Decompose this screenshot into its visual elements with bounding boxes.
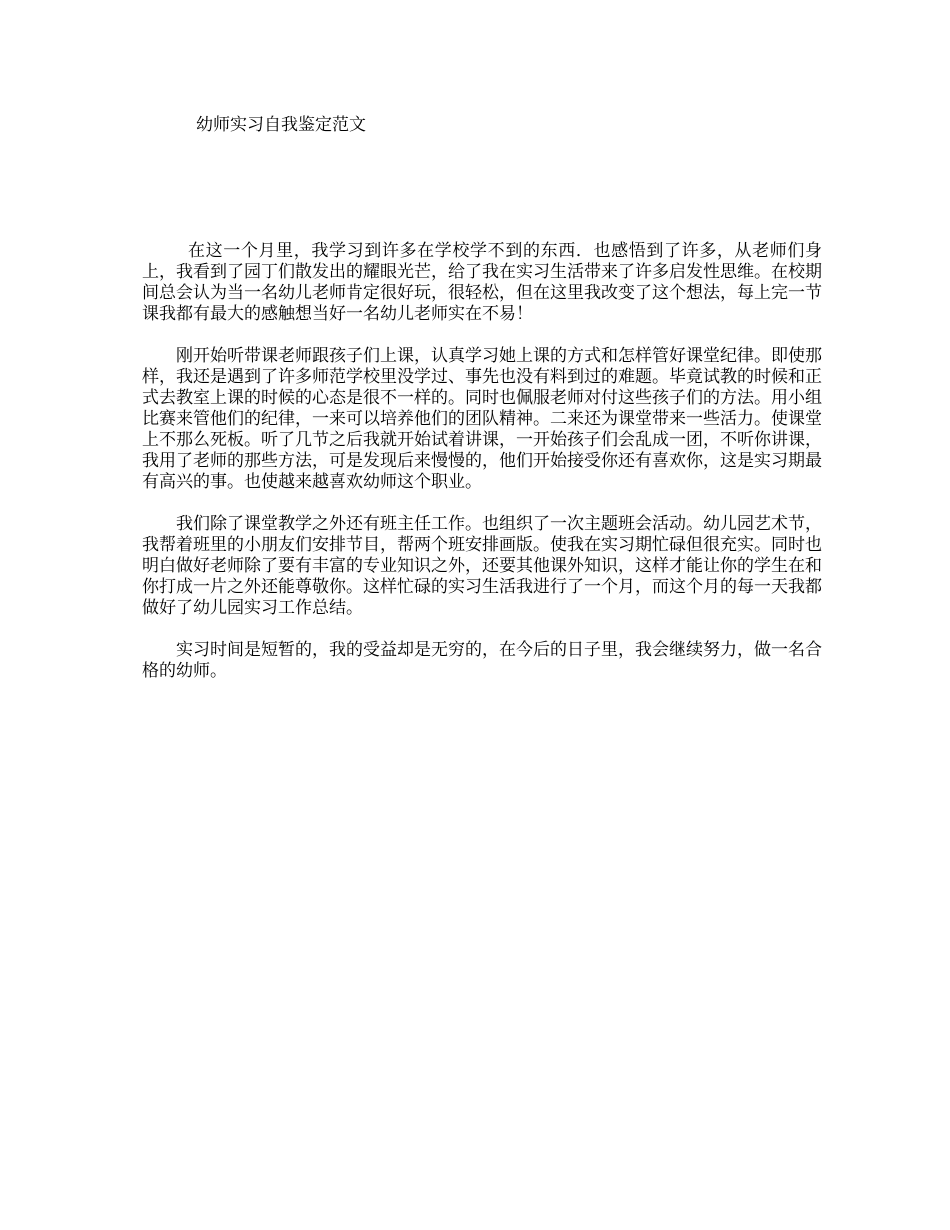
- document-title: 幼师实习自我鉴定范文: [196, 115, 366, 135]
- paragraph-1: 在这一个月里，我学习到许多在学校学不到的东西．也感悟到了许多，从老师们身上，我看到了园丁们散发出的耀眼光芒，给了我在实习生活带来了许多启发性思维。在校期间总会认为当一名幼儿老师肯定很好玩，很轻松，但在这里我改变了这个想法，每上完一节课我都有最大的感触想当好一名幼儿老师实在不易！: [142, 241, 822, 324]
- paragraph-3: 我们除了课堂教学之外还有班主任工作。也组织了一次主题班会活动。幼儿园艺术节，我帮着班里的小朋友们安排节目，帮两个班安排画版。使我在实习期忙碌但很充实。同时也明白做好老师除了要有丰富的专业知识之外，还要其他课外知识，这样才能让你的学生在和你打成一片之外还能尊敬你。这样忙碌的实习生活我进行了一个月，而这个月的每一天我都做好了幼儿园实习工作总结。: [142, 514, 822, 618]
- paragraph-4: 实习时间是短暂的，我的受益却是无穷的，在今后的日子里，我会继续努力，做一名合格的幼师。: [142, 640, 822, 681]
- document-body: [142, 241, 822, 703]
- paragraph-2: 刚开始听带课老师跟孩子们上课，认真学习她上课的方式和怎样管好课堂纪律。即使那样，我还是遇到了许多师范学校里没学过、事先也没有料到过的难题。毕竟试教的时候和正式去教室上课的时候的心态是很不一样的。同时也佩服老师对付这些孩子们的方法。用小组比赛来管他们的纪律，一来可以培养他们的团队精神。二来还为课堂带来一些活力。使课堂上不那么死板。听了几节之后我就开始试着讲课，一开始孩子们会乱成一团，不听你讲课，我用了老师的那些方法，可是发现后来慢慢的，他们开始接受你还有喜欢你，这是实习期最有高兴的事。也使越来越喜欢幼师这个职业。: [142, 346, 822, 492]
